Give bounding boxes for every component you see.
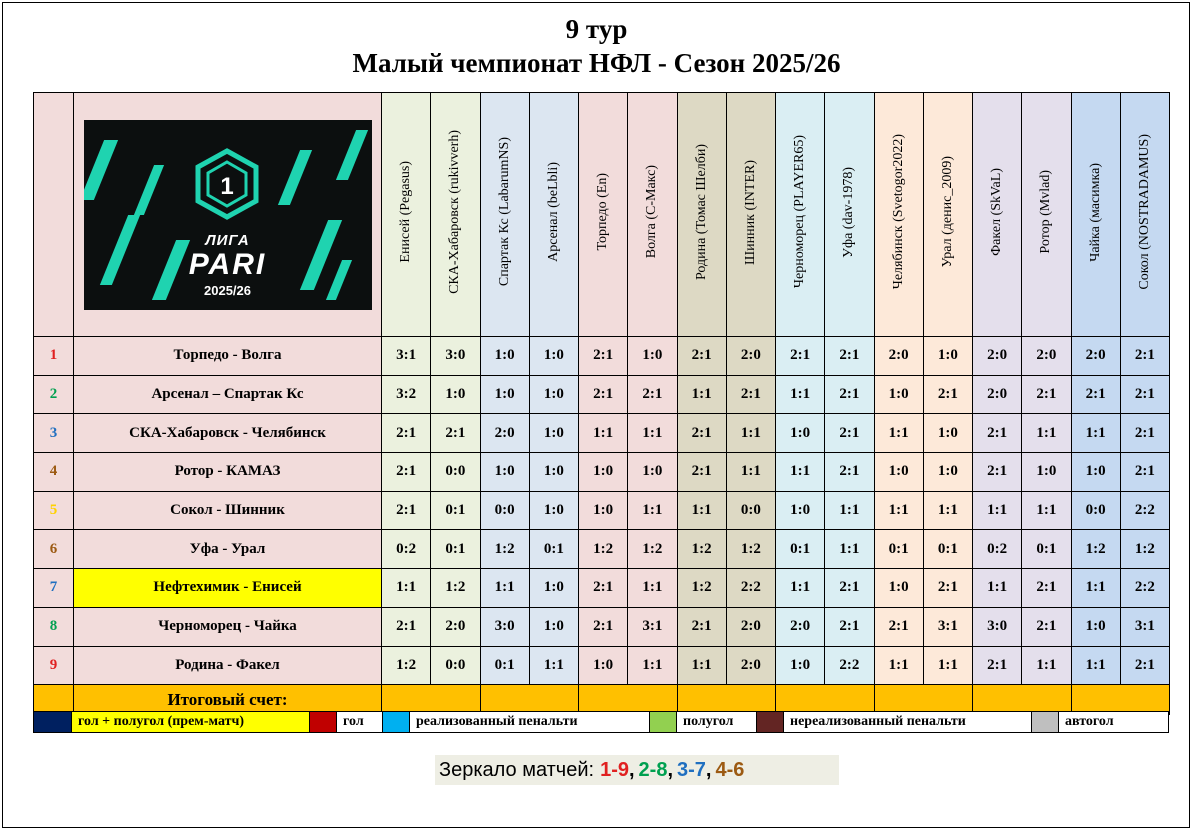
match-row <box>34 414 1170 453</box>
mirror-separator: , <box>705 758 712 781</box>
participant-header <box>529 93 578 337</box>
legend-label: автогол <box>1059 712 1168 732</box>
participant-header <box>628 93 677 337</box>
score-cell: 2:1 <box>677 453 726 492</box>
legend-label: реализованный пенальти <box>410 712 650 732</box>
score-cell: 1:0 <box>628 337 677 376</box>
logo-season: 2025/26 <box>204 282 251 298</box>
participant-name: Факел (SkVaL) <box>989 168 1005 256</box>
score-cell: 1:1 <box>1022 414 1071 453</box>
score-cell: 2:0 <box>431 607 480 646</box>
legend-swatch <box>383 712 410 732</box>
score-cell: 1:1 <box>825 491 874 530</box>
legend-label: гол + полугол (прем-матч) <box>72 712 310 732</box>
score-cell: 1:2 <box>1071 530 1120 569</box>
score-cell: 1:0 <box>529 607 578 646</box>
score-cell: 3:1 <box>1120 607 1169 646</box>
score-cell: 2:1 <box>382 414 431 453</box>
match-name: Уфа - Урал <box>74 530 382 569</box>
score-cell: 2:1 <box>923 569 972 608</box>
score-cell: 2:1 <box>825 607 874 646</box>
mirror-pair: 2-8 <box>638 758 668 781</box>
participant-name: Волга (С-Макс) <box>644 165 660 259</box>
score-cell: 2:1 <box>579 607 628 646</box>
score-cell: 2:0 <box>776 607 825 646</box>
score-cell: 1:1 <box>677 375 726 414</box>
score-cell: 1:0 <box>480 453 529 492</box>
score-cell: 3:0 <box>973 607 1022 646</box>
match-number: 1 <box>34 337 74 376</box>
participant-header <box>677 93 726 337</box>
score-cell: 1:1 <box>923 491 972 530</box>
score-cell: 1:0 <box>529 491 578 530</box>
score-cell: 1:0 <box>480 337 529 376</box>
legend-swatch <box>34 712 72 732</box>
score-cell: 2:1 <box>726 375 775 414</box>
mirror-pair: 3-7 <box>677 758 706 781</box>
score-cell: 2:1 <box>973 453 1022 492</box>
mirror-label: Зеркало матчей: <box>439 758 595 781</box>
score-cell: 2:1 <box>1120 337 1169 376</box>
score-cell: 1:1 <box>480 569 529 608</box>
score-cell: 1:2 <box>579 530 628 569</box>
score-cell: 1:1 <box>579 414 628 453</box>
score-cell: 2:1 <box>825 569 874 608</box>
score-cell: 1:0 <box>923 453 972 492</box>
score-cell: 1:1 <box>874 414 923 453</box>
legend-swatch <box>757 712 784 732</box>
score-cell: 1:1 <box>1022 491 1071 530</box>
match-name: Арсенал – Спартак Кс <box>74 375 382 414</box>
legend-swatch <box>310 712 337 732</box>
score-cell: 2:1 <box>973 646 1022 685</box>
participant-name: Торпедо (En) <box>595 173 611 251</box>
score-cell: 3:1 <box>628 607 677 646</box>
participant-name: Ротор (Mvlad) <box>1038 170 1054 254</box>
score-cell: 2:1 <box>1071 375 1120 414</box>
score-cell: 1:0 <box>776 414 825 453</box>
score-cell: 0:1 <box>1022 530 1071 569</box>
championship-title: Малый чемпионат НФЛ - Сезон 2025/26 <box>352 48 841 78</box>
score-cell: 1:0 <box>628 453 677 492</box>
score-cell: 2:2 <box>1120 569 1169 608</box>
score-cell: 1:1 <box>1071 569 1120 608</box>
score-cell: 3:2 <box>382 375 431 414</box>
match-number: 2 <box>34 375 74 414</box>
score-cell: 0:1 <box>923 530 972 569</box>
match-name: Сокол - Шинник <box>74 491 382 530</box>
match-row <box>34 337 1170 376</box>
round-title: 9 тур <box>565 14 628 44</box>
score-cell: 0:1 <box>776 530 825 569</box>
score-cell: 2:1 <box>825 414 874 453</box>
participant-name: Черноморец (PLAYER65) <box>792 135 808 289</box>
score-cell: 2:0 <box>480 414 529 453</box>
score-cell: 2:1 <box>874 607 923 646</box>
mirror-pair: 1-9 <box>600 758 629 781</box>
score-cell: 1:0 <box>579 453 628 492</box>
score-cell: 0:0 <box>480 491 529 530</box>
participant-header <box>973 93 1022 337</box>
participant-name: Уфа (dav-1978) <box>841 166 857 258</box>
score-cell: 0:0 <box>431 453 480 492</box>
score-cell: 2:1 <box>579 337 628 376</box>
participant-header <box>382 93 431 337</box>
match-row <box>34 646 1170 685</box>
score-cell: 2:1 <box>382 453 431 492</box>
score-cell: 3:0 <box>480 607 529 646</box>
score-cell: 1:0 <box>529 337 578 376</box>
score-cell: 1:1 <box>628 569 677 608</box>
score-cell: 1:2 <box>677 569 726 608</box>
mirror-separator: , <box>628 758 635 781</box>
score-cell: 2:1 <box>1120 375 1169 414</box>
liga-pari-logo <box>84 120 372 310</box>
score-cell: 1:0 <box>874 569 923 608</box>
score-cell: 2:0 <box>726 337 775 376</box>
score-cell: 0:1 <box>480 646 529 685</box>
score-cell: 1:2 <box>628 530 677 569</box>
participant-name: СКА-Хабаровск (rukivverh) <box>447 130 463 294</box>
score-cell: 3:1 <box>382 337 431 376</box>
score-cell: 2:0 <box>874 337 923 376</box>
participant-name: Урал (денис_2009) <box>939 156 955 268</box>
score-cell: 2:1 <box>677 607 726 646</box>
participant-name: Шинник (INTER) <box>742 159 758 265</box>
score-cell: 2:0 <box>726 607 775 646</box>
participant-header <box>726 93 775 337</box>
match-number: 3 <box>34 414 74 453</box>
score-cell: 1:0 <box>776 646 825 685</box>
match-name: СКА-Хабаровск - Челябинск <box>74 414 382 453</box>
match-number: 5 <box>34 491 74 530</box>
legend-label: гол <box>337 712 383 732</box>
score-cell: 1:0 <box>529 569 578 608</box>
score-cell: 1:0 <box>579 491 628 530</box>
score-cell: 1:1 <box>726 453 775 492</box>
score-cell: 1:1 <box>382 569 431 608</box>
score-cell: 1:1 <box>825 530 874 569</box>
score-cell: 1:1 <box>628 646 677 685</box>
score-cell: 1:2 <box>726 530 775 569</box>
score-cell: 1:0 <box>1071 607 1120 646</box>
participant-header <box>776 93 825 337</box>
score-cell: 1:1 <box>1071 646 1120 685</box>
score-cell: 1:1 <box>677 491 726 530</box>
match-number: 6 <box>34 530 74 569</box>
score-cell: 1:0 <box>529 375 578 414</box>
score-cell: 3:0 <box>431 337 480 376</box>
participant-name: Родина (Томас Шелби) <box>693 143 709 281</box>
score-cell: 1:1 <box>1071 414 1120 453</box>
score-cell: 2:1 <box>382 607 431 646</box>
logo-brand: PARI <box>188 247 267 281</box>
score-cell: 1:0 <box>874 375 923 414</box>
score-cell: 1:0 <box>431 375 480 414</box>
header-row <box>34 93 1170 337</box>
score-cell: 2:2 <box>1120 491 1169 530</box>
score-cell: 2:1 <box>825 375 874 414</box>
match-row <box>34 530 1170 569</box>
score-cell: 0:1 <box>431 530 480 569</box>
score-cell: 0:0 <box>1071 491 1120 530</box>
score-cell: 1:0 <box>923 414 972 453</box>
score-cell: 1:0 <box>529 414 578 453</box>
score-cell: 2:1 <box>923 375 972 414</box>
score-cell: 2:1 <box>579 375 628 414</box>
score-cell: 1:2 <box>480 530 529 569</box>
score-cell: 2:1 <box>776 337 825 376</box>
score-cell: 1:1 <box>776 375 825 414</box>
score-cell: 2:1 <box>382 491 431 530</box>
score-cell: 2:1 <box>579 569 628 608</box>
match-row <box>34 491 1170 530</box>
participant-header <box>825 93 874 337</box>
score-cell: 1:1 <box>973 569 1022 608</box>
score-cell: 1:1 <box>923 646 972 685</box>
score-cell: 2:1 <box>1120 414 1169 453</box>
mirror-matches <box>435 755 839 785</box>
match-row <box>34 453 1170 492</box>
score-cell: 0:1 <box>431 491 480 530</box>
match-number: 8 <box>34 607 74 646</box>
score-cell: 2:2 <box>726 569 775 608</box>
mirror-pair: 4-6 <box>715 758 745 781</box>
score-cell: 1:1 <box>874 491 923 530</box>
legend-label: нереализованный пенальти <box>784 712 1032 732</box>
logo-liga: ЛИГА <box>205 231 250 249</box>
score-cell: 1:0 <box>1071 453 1120 492</box>
score-cell: 1:2 <box>1120 530 1169 569</box>
mirror-separator: , <box>667 758 674 781</box>
score-cell: 2:1 <box>1022 375 1071 414</box>
legend-label: полугол <box>677 712 757 732</box>
participant-name: Арсенал (beLbli) <box>545 162 561 262</box>
logo-number: 1 <box>219 172 234 200</box>
score-cell: 2:2 <box>825 646 874 685</box>
score-cell: 2:1 <box>825 337 874 376</box>
participant-header <box>579 93 628 337</box>
score-cell: 2:1 <box>677 414 726 453</box>
participant-name: Сокол (NOSTRADAMUS) <box>1136 134 1152 290</box>
score-cell: 1:1 <box>677 646 726 685</box>
match-row <box>34 569 1170 608</box>
match-number: 4 <box>34 453 74 492</box>
score-cell: 1:0 <box>874 453 923 492</box>
score-cell: 2:1 <box>1120 646 1169 685</box>
score-cell: 1:1 <box>1022 646 1071 685</box>
participant-header <box>1022 93 1071 337</box>
score-cell: 1:1 <box>776 569 825 608</box>
score-cell: 1:2 <box>677 530 726 569</box>
match-name: Нефтехимик - Енисей <box>74 569 382 608</box>
score-cell: 2:1 <box>1022 607 1071 646</box>
score-cell: 1:2 <box>431 569 480 608</box>
match-number: 7 <box>34 569 74 608</box>
score-cell: 1:1 <box>726 414 775 453</box>
participant-name: Спартак Кс (LabarumNS) <box>496 137 512 287</box>
participant-header <box>1120 93 1169 337</box>
match-name: Черноморец - Чайка <box>74 607 382 646</box>
total-label: Итоговый счет: <box>74 685 382 715</box>
match-name: Торпедо - Волга <box>74 337 382 376</box>
score-cell: 1:1 <box>529 646 578 685</box>
score-cell: 1:0 <box>776 491 825 530</box>
match-name: Родина - Факел <box>74 646 382 685</box>
score-cell: 1:1 <box>628 491 677 530</box>
predictions-table <box>33 92 1170 715</box>
score-cell: 1:0 <box>923 337 972 376</box>
score-cell: 1:0 <box>480 375 529 414</box>
score-cell: 1:0 <box>1022 453 1071 492</box>
score-cell: 1:1 <box>874 646 923 685</box>
participant-header <box>923 93 972 337</box>
score-cell: 0:2 <box>382 530 431 569</box>
score-cell: 0:1 <box>874 530 923 569</box>
score-cell: 2:1 <box>1120 453 1169 492</box>
hexagon-emblem-icon <box>195 148 259 220</box>
legend-swatch <box>1032 712 1059 732</box>
score-cell: 1:1 <box>973 491 1022 530</box>
legend-swatch <box>650 712 677 732</box>
score-cell: 2:0 <box>973 375 1022 414</box>
participant-header <box>1071 93 1120 337</box>
score-cell: 2:0 <box>1071 337 1120 376</box>
score-cell: 1:2 <box>382 646 431 685</box>
score-cell: 2:0 <box>973 337 1022 376</box>
score-cell: 1:0 <box>529 453 578 492</box>
match-name: Ротор - КАМАЗ <box>74 453 382 492</box>
score-cell: 0:1 <box>529 530 578 569</box>
score-cell: 1:1 <box>628 414 677 453</box>
participant-name: Челябинск (Svetogor2022) <box>890 134 906 290</box>
corner-cell <box>34 93 74 337</box>
score-cell: 2:1 <box>431 414 480 453</box>
score-cell: 2:0 <box>726 646 775 685</box>
match-row <box>34 375 1170 414</box>
participant-name: Енисей (Pegasus) <box>398 161 414 263</box>
score-cell: 3:1 <box>923 607 972 646</box>
score-cell: 1:0 <box>579 646 628 685</box>
match-row <box>34 607 1170 646</box>
match-number: 9 <box>34 646 74 685</box>
score-cell: 2:1 <box>1022 569 1071 608</box>
score-cell: 2:1 <box>628 375 677 414</box>
score-cell: 2:0 <box>1022 337 1071 376</box>
legend <box>33 711 1169 733</box>
score-cell: 2:1 <box>973 414 1022 453</box>
participant-name: Чайка (масимка) <box>1087 162 1103 262</box>
score-cell: 2:1 <box>677 337 726 376</box>
score-cell: 0:0 <box>726 491 775 530</box>
score-cell: 0:2 <box>973 530 1022 569</box>
score-cell: 2:1 <box>825 453 874 492</box>
score-cell: 0:0 <box>431 646 480 685</box>
participant-header <box>431 93 480 337</box>
participant-header <box>874 93 923 337</box>
score-cell: 1:1 <box>776 453 825 492</box>
participant-header <box>480 93 529 337</box>
logo-cell <box>74 93 382 337</box>
